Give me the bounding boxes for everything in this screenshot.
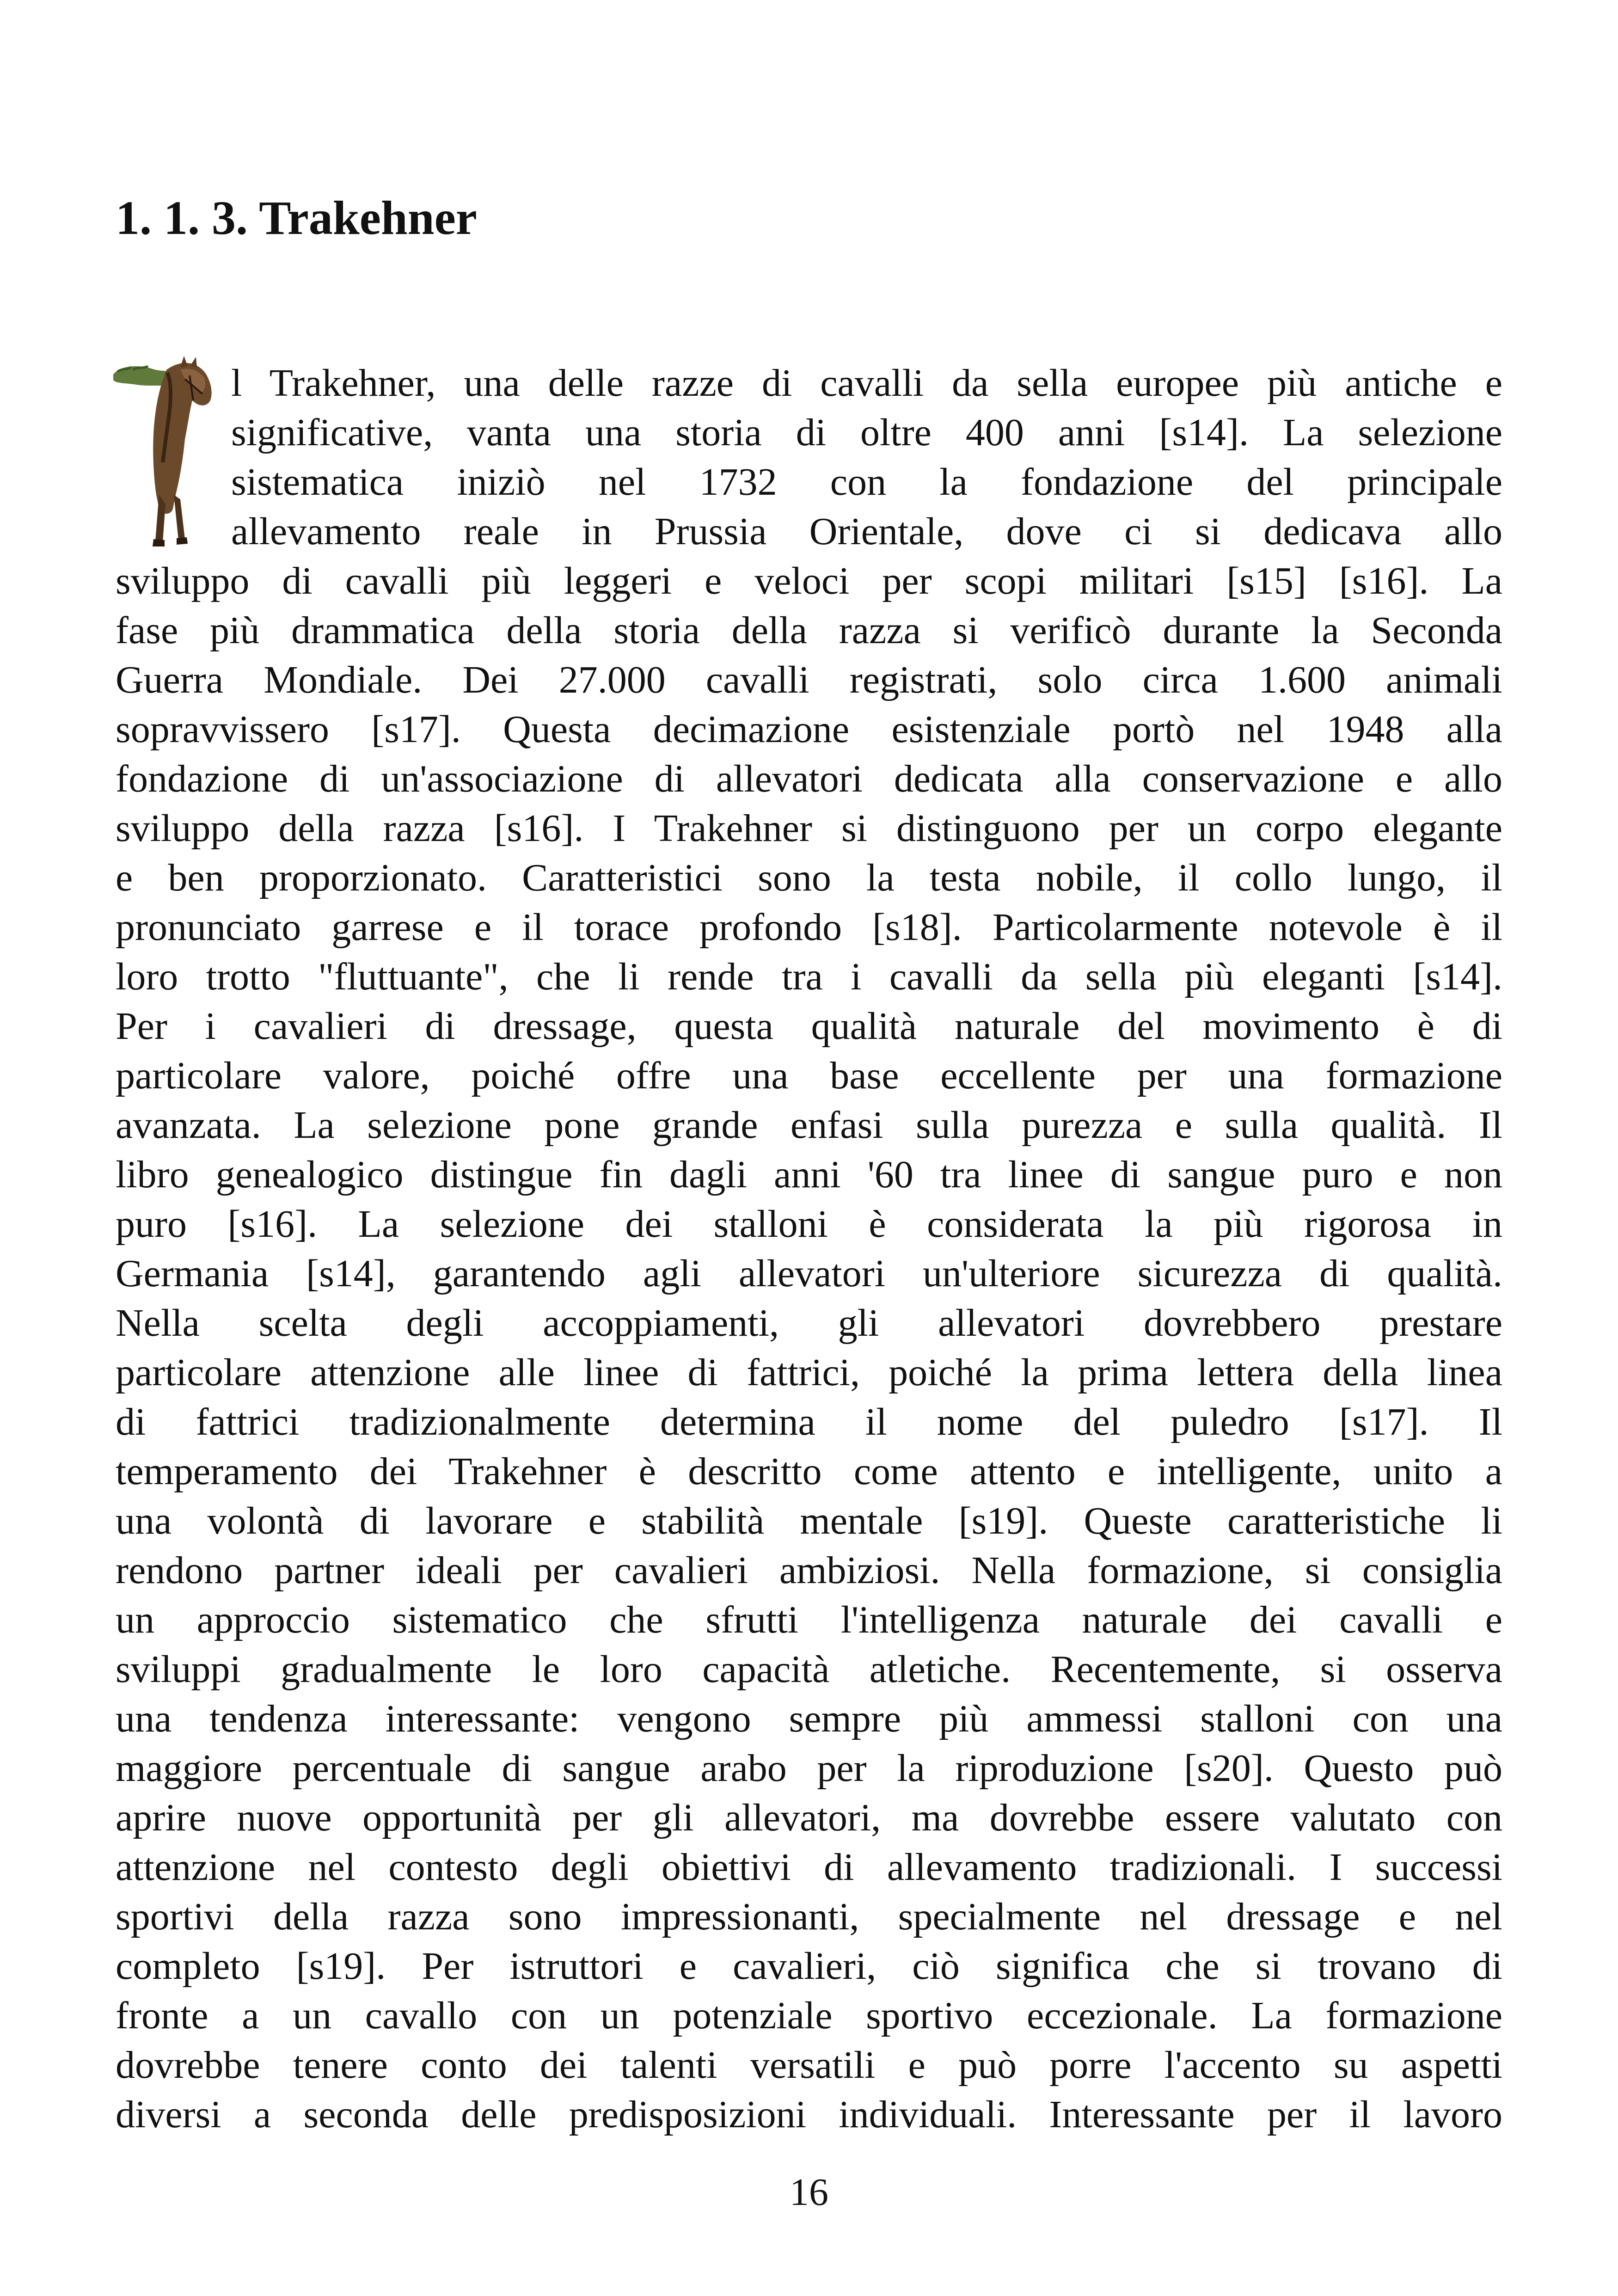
text-line: sviluppi gradualmente le loro capacità atletiche. Recentemente, si osserva: [116, 1648, 1502, 1691]
text-line: un approccio sistematico che sfrutti l'intelligenza naturale dei cavalli e: [116, 1598, 1502, 1641]
text-line: Germania [s14], garantendo agli allevatori un'ulteriore sicurezza di qualità.: [116, 1252, 1502, 1295]
text-line: libro genealogico distingue fin dagli anni '60 tra linee di sangue puro e non: [116, 1153, 1502, 1196]
text-line: particolare attenzione alle linee di fattrici, poiché la prima lettera della linea: [116, 1351, 1502, 1394]
text-line: puro [s16]. La selezione dei stalloni è considerata la più rigorosa in: [116, 1203, 1502, 1246]
text-line: Guerra Mondiale. Dei 27.000 cavalli registrati, solo circa 1.600 animali: [116, 658, 1502, 701]
text-line: una tendenza interessante: vengono sempre più ammessi stalloni con una: [116, 1697, 1502, 1740]
text-line: allevamento reale in Prussia Orientale, dove ci si dedicava allo: [231, 510, 1502, 553]
body-paragraph: [116, 358, 1502, 2139]
text-line: sportivi della razza sono impressionanti, specialmente nel dressage e nel: [116, 1895, 1502, 1938]
text-line: fondazione di un'associazione di allevatori dedicata alla conservazione e allo: [116, 757, 1502, 800]
text-line: Per i cavalieri di dressage, questa qualità naturale del movimento è di: [116, 1005, 1502, 1048]
text-line: fase più drammatica della storia della razza si verificò durante la Seconda: [116, 609, 1502, 652]
text-line: temperamento dei Trakehner è descritto come attento e intelligente, unito a: [116, 1450, 1502, 1493]
section-heading: 1. 1. 3. Trakehner: [116, 191, 477, 245]
text-line: significative, vanta una storia di oltre 400 anni [s14]. La selezione: [231, 411, 1502, 454]
text-line: aprire nuove opportunità per gli allevatori, ma dovrebbe essere valutato con: [116, 1796, 1502, 1839]
text-line: Nella scelta degli accoppiamenti, gli allevatori dovrebbero prestare: [116, 1301, 1502, 1344]
text-line: fronte a un cavallo con un potenziale sportivo eccezionale. La formazione: [116, 1994, 1502, 2037]
text-line: e ben proporzionato. Caratteristici sono la testa nobile, il collo lungo, il: [116, 856, 1502, 899]
text-line: una volontà di lavorare e stabilità mentale [s19]. Queste caratteristiche li: [116, 1499, 1502, 1542]
text-line: l Trakehner, una delle razze di cavalli da sella europee più antiche e: [231, 362, 1502, 405]
text-line: rendono partner ideali per cavalieri ambiziosi. Nella formazione, si consiglia: [116, 1549, 1502, 1592]
text-line: pronunciato garrese e il torace profondo [s18]. Particolarmente notevole è il: [116, 906, 1502, 949]
text-line: attenzione nel contesto degli obiettivi di allevamento tradizionali. I successi: [116, 1846, 1502, 1889]
text-line: diversi a seconda delle predisposizioni individuali. Interessante per il lavoro: [116, 2093, 1502, 2136]
text-line: completo [s19]. Per istruttori e cavalieri, ciò significa che si trovano di: [116, 1945, 1502, 1988]
text-line: sopravvissero [s17]. Questa decimazione esistenziale portò nel 1948 alla: [116, 708, 1502, 751]
text-line: sviluppo di cavalli più leggeri e veloci per scopi militari [s15] [s16]. La: [116, 559, 1502, 602]
text-line: loro trotto "fluttuante", che li rende tra i cavalli da sella più eleganti [s14].: [116, 955, 1502, 998]
page-number: 16: [790, 2171, 828, 2214]
text-line: particolare valore, poiché offre una base eccellente per una formazione: [116, 1054, 1502, 1097]
text-line: sviluppo della razza [s16]. I Trakehner si distinguono per un corpo elegante: [116, 807, 1502, 850]
text-line: sistematica iniziò nel 1732 con la fondazione del principale: [231, 460, 1502, 503]
text-line: dovrebbe tenere conto dei talenti versatili e può porre l'accento su aspetti: [116, 2044, 1502, 2087]
text-line: di fattrici tradizionalmente determina il nome del puledro [s17]. Il: [116, 1400, 1502, 1443]
text-line: avanzata. La selezione pone grande enfasi sulla purezza e sulla qualità. Il: [116, 1104, 1502, 1147]
text-line: maggiore percentuale di sangue arabo per la riproduzione [s20]. Questo può: [116, 1747, 1502, 1790]
